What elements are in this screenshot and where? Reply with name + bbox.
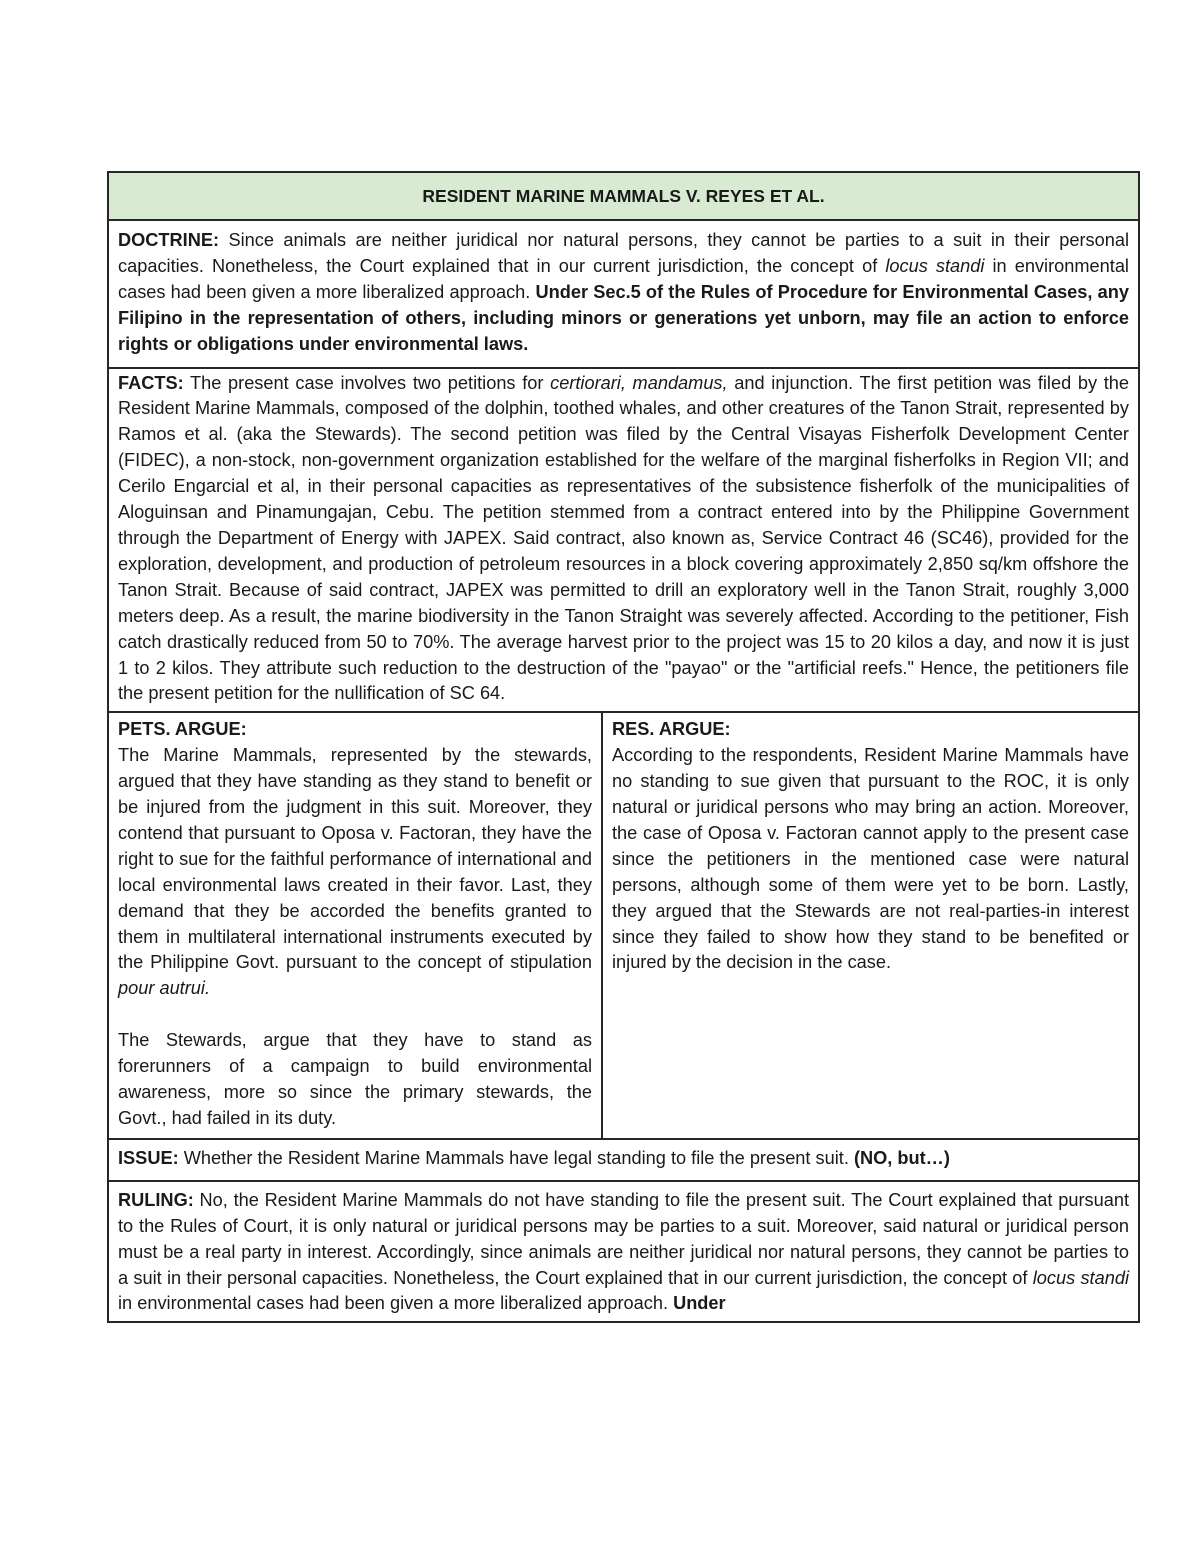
petitioners-argument-italic-term: pour autrui. bbox=[118, 978, 211, 999]
respondents-argument-section bbox=[602, 712, 1139, 1139]
title-row bbox=[108, 172, 1139, 220]
ruling-row bbox=[108, 1181, 1139, 1323]
petitioners-argument-paragraph-1 bbox=[118, 743, 592, 1002]
issue-row bbox=[108, 1139, 1139, 1181]
ruling-italic-term: locus standi bbox=[1032, 1267, 1129, 1288]
ruling-label: RULING: bbox=[118, 1189, 194, 1210]
issue-label: ISSUE: bbox=[118, 1147, 179, 1168]
petitioners-argument-text: The Marine Mammals, represented by the stewards, argued that they have standing as they stand to benefit or be injured from the judgment in this suit. Moreover, they contend that pursuant to Oposa v. Factoran, they have the right to sue for the faithful performance of international and local environmental laws created in their favor. Last, they demand that they be accorded the benefits granted to them in multilateral international instruments executed by the Philippine Govt. pursuant to the concept of stipulation bbox=[118, 745, 592, 973]
issue-answer: (NO, but…) bbox=[853, 1147, 950, 1168]
issue-section bbox=[108, 1139, 1139, 1181]
facts-section bbox=[108, 368, 1139, 713]
doctrine-bold-rule: Under Sec.5 of the Rules of Procedure for Environmental Cases, any Filipino in the representation of others, including minors or generations yet unborn, may file an action to enforce rights or obligations under environmental laws. bbox=[118, 281, 1129, 354]
ruling-section bbox=[108, 1181, 1139, 1323]
facts-italic-term: certiorari, mandamus, bbox=[550, 372, 728, 393]
arguments-row bbox=[108, 712, 1139, 1139]
petitioners-argument-paragraph-2: The Stewards, argue that they have to stand as forerunners of a campaign to build environmental awareness, more so since the primary stewards, the Govt., had failed in its duty. bbox=[118, 1030, 592, 1128]
doctrine-italic-term: locus standi bbox=[885, 255, 985, 276]
doctrine-row bbox=[108, 220, 1139, 368]
petitioners-argument-section bbox=[108, 712, 602, 1139]
ruling-bold-text: Under bbox=[673, 1293, 726, 1314]
case-digest-table bbox=[107, 171, 1140, 1323]
case-title: RESIDENT MARINE MAMMALS V. REYES ET AL. bbox=[108, 172, 1139, 220]
petitioners-argument-label: PETS. ARGUE: bbox=[118, 719, 247, 740]
facts-row bbox=[108, 368, 1139, 713]
issue-text: Whether the Resident Marine Mammals have legal standing to file the present suit. bbox=[178, 1147, 854, 1168]
facts-text: The present case involves two petitions for bbox=[183, 372, 551, 393]
ruling-text: No, the Resident Marine Mammals do not have standing to file the present suit. The Court explained that pursuant to the Rules of Court, it is only natural or juridical persons may be parties to a suit. Moreover, said natural or juridical person must be a real party in interest. Accordingly, since animals are neither juridical nor natural persons, they cannot be parties to a suit in their personal capacities. Nonetheless, the Court explained that in our current jurisdiction, the concept of bbox=[118, 1189, 1129, 1288]
doctrine-text: Since animals are neither juridical nor natural persons, they cannot be parties to a suit in their personal capacities. Nonetheless, the Court explained that in our current jurisdiction, the concept of bbox=[118, 230, 1129, 276]
respondents-argument-label: RES. ARGUE: bbox=[612, 719, 731, 740]
facts-text-continued: and injunction. The first petition was filed by the Resident Marine Mammals, composed of the dolphin, toothed whales, and other creatures of the Tanon Strait, represented by Ramos et al. (aka the Stewards). The second petition was filed by the Central Visayas Fisherfolk Development Center (FIDEC), a non-stock, non-government organization established for the welfare of the marginal fisherfolks in Region VII; and Cerilo Engarcial et al, in their personal capacities as representatives of the subsistence fisherfolk of the municipalities of Aloguinsan and Pinamungajan, Cebu. The petition stemmed from a contract entered into by the Philippine Government through the Department of Energy with JAPEX. Said contract, also known as, Service Contract 46 (SC46), provided for the exploration, development, and production of petroleum resources in a block covering approximately 2,850 sq/km offshore the Tanon Strait. Because of said contract, JAPEX was permitted to drill an exploratory well in the Tanon Strait, roughly 3,000 meters deep. As a result, the marine biodiversity in the Tanon Straight was severely affected. According to the petitioner, Fish catch drastically reduced from 50 to 70%. The average harvest prior to the project was 15 to 20 kilos a day, and now it is just 1 to 2 kilos. They attribute such reduction to the destruction of the "payao" or the "artificial reefs." Hence, the petitioners file the present petition for the nullification of SC 64. bbox=[118, 372, 1130, 704]
doctrine-label: DOCTRINE: bbox=[118, 230, 220, 250]
doctrine-text-continued: in environmental cases had been given a more liberalized approach. bbox=[118, 255, 1129, 302]
facts-label: FACTS: bbox=[118, 372, 184, 393]
paragraph-spacer bbox=[118, 1002, 592, 1028]
ruling-text-continued: in environmental cases had been given a more liberalized approach. bbox=[118, 1293, 674, 1314]
respondents-argument-text: According to the respondents, Resident Marine Mammals have no standing to sue given that pursuant to the ROC, it is only natural or juridical persons who may bring an action. Moreover, the case of Oposa v. Factoran cannot apply to the present case since the petitioners in the mentioned case were natural persons, although some of them were yet to be born. Lastly, they argued that the Stewards are not real-parties-in interest since they failed to show how they stand to be benefited or injured by the decision in the case. bbox=[612, 745, 1129, 973]
doctrine-section bbox=[108, 220, 1139, 368]
